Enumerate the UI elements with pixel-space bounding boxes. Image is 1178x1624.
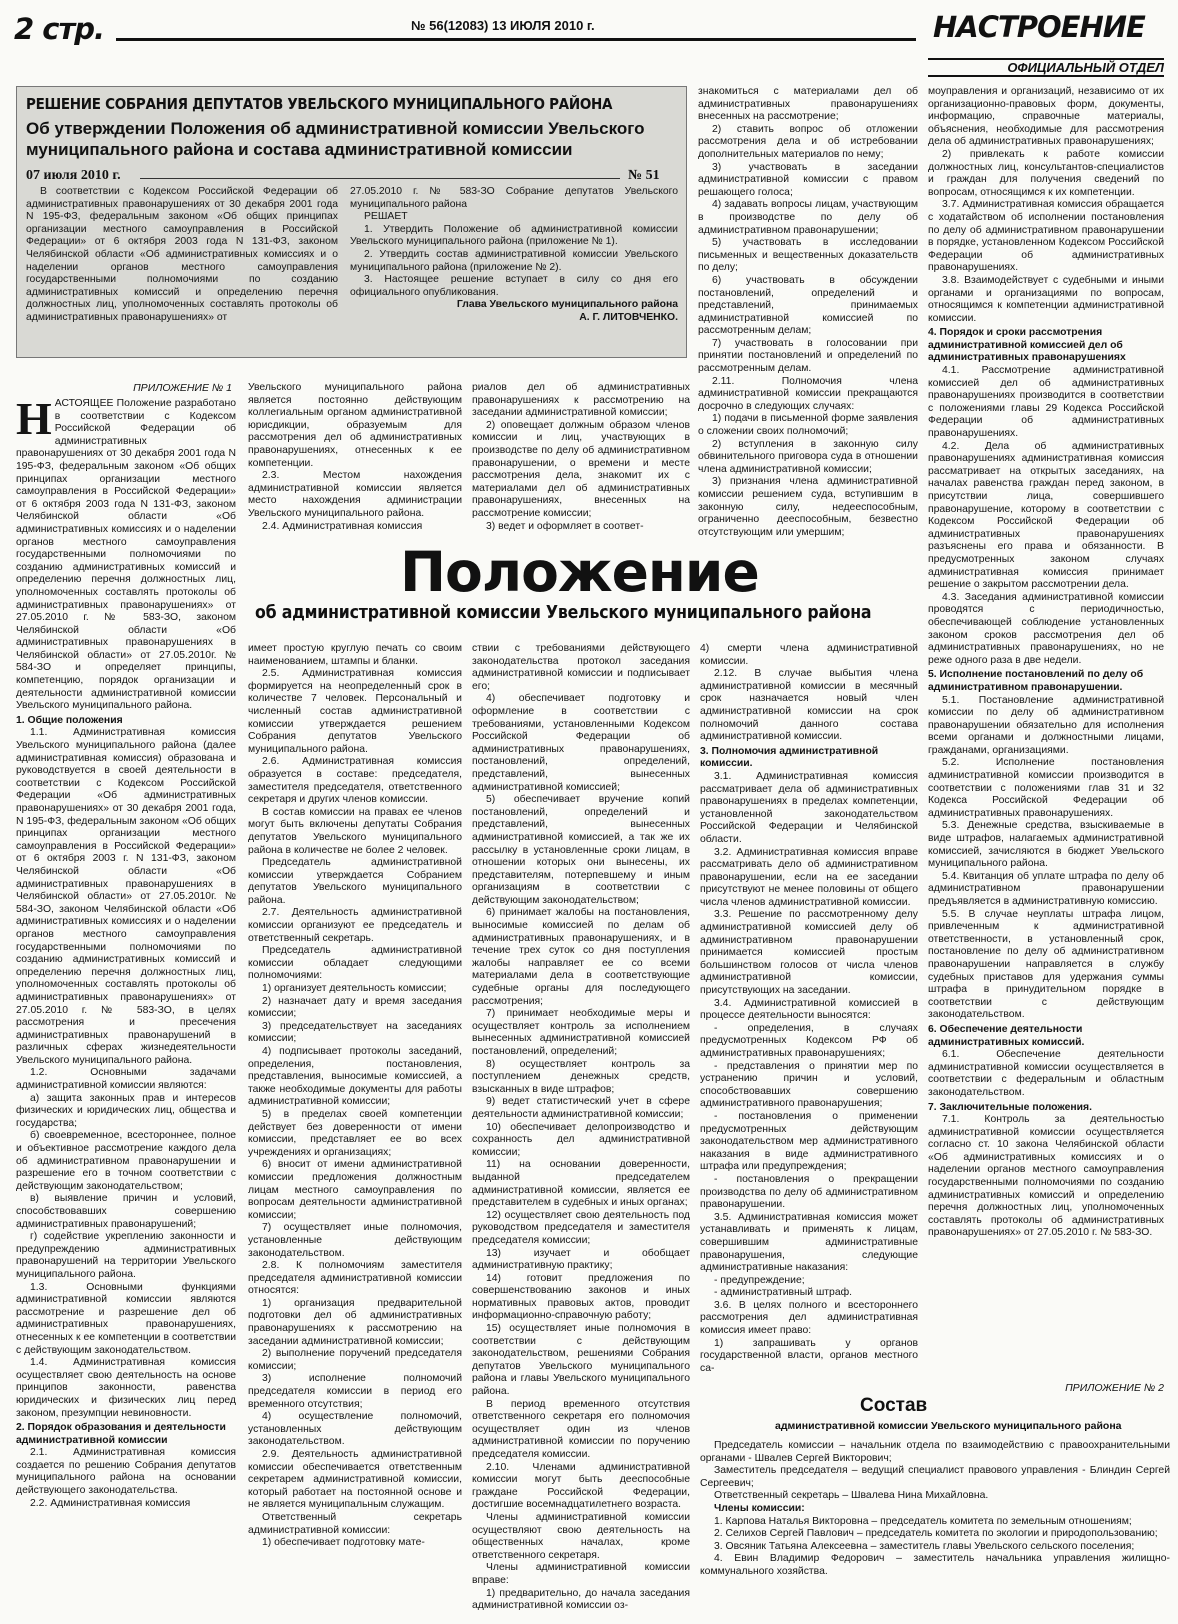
appendix-1-label: ПРИЛОЖЕНИЕ № 1 xyxy=(133,382,232,394)
composition-subtitle: административной комиссии Увельского муниципального района xyxy=(775,1420,1122,1432)
signature-title: Глава Увельского муниципального района xyxy=(456,299,678,311)
column-3: ствии с требованиями действующего законодательства протокол заседания административной комиссии и подписывает его; 4) обеспечивает подготовку и оформление в соответствии с требованиями, установленными Кодексом Российской Федерации об административных правонарушениях, постановлений, определений, представлений, вынесенных административной комиссией; 5) обеспечивает вручение копий постановлений, определений и представлений, вынесенных административной комиссией, а так же их рассылку в установленные сроки лицам, в отношении которых они вынесены, их представителям, потерпевшему и иным организациям в соответствии с действующим законодательством; 6) принимает жалобы на постановления, выносимые комиссией по делам об административных правонарушениях, и в течение трех суток со дня поступления жалобы направляет ее со всеми материалами дела в соответствующие судебные органы для последующего рассмотрения; 7) принимает необходимые меры и осуществляет контроль за исполнением вынесенных административной комиссией постановлений, определений; 8) осуществляет контроль за поступлением денежных средств, взысканных в виде штрафов; 9) ведет статистический учет в сфере деятельности административной комиссии; 10) обеспечивает делопроизводство и сохранность дел административной комиссии; 11) на основании доверенности, выданной председателем административной комиссии, является ее представителем в судебных и иных органах; 12) осуществляет свою деятельность под руководством председателя и заместителя председателя комиссии; 13) изучает и обобщает административную практику; 14) готовит предложения по совершенствованию законов и иных нормативных правовых актов, проводит информационно-справочную работу; 15) осуществляет иные полномочия в соответствии с действующим законодательством, решениями Собрания депутатов Увельского муниципального района и главы Увельского муниципального района. В период временного отсутствия ответственного секретаря его полномочия осуществляет один из членов административной комиссии по поручению председателя комиссии. 2.10. Членами административной комиссии могут быть дееспособные граждане Российской Федерации, достигшие восемнадцатилетнего возраста. Члены административной комиссии осуществляют свою деятельность на общественных началах, кроме ответственного секретаря. Члены административной комиссии вправе: 1) предварительно, до начала заседания административной комиссии оз- xyxy=(472,643,690,1612)
column-2: имеет простую круглую печать со своим наименованием, штампы и бланки. 2.5. Административная комиссия формируется на неопределенный срок в количестве 7 человек. Персональный и численный состав административной комиссии утверждается решением Собрания депутатов Увельского муниципального района. 2.6. Административная комиссия образуется в составе: председателя, заместителя председателя, ответственного секретаря и других членов комиссии. В состав комиссии на правах ее членов могут быть включены депутаты Собрания депутатов Увельского муниципального района в количестве не более 2 человек. Председатель административной комиссии утверждается Собранием депутатов Увельского муниципального района. 2.7. Деятельность административной комиссии организуют ее председатель и ответственный секретарь. Председатель административной комиссии обладает следующими полномочиями: 1) организует деятельность комиссии; 2) назначает дату и время заседания комиссии; 3) председательствует на заседаниях комиссии; 4) подписывает протоколы заседаний, определения, постановления, представления, выносимые комиссией, а также необходимые документы для работы административной комиссии; 5) в пределах своей компетенции действует без доверенности от имени комиссии, представляет ее во всех учреждениях и организациях; 6) вносит от имени административной комиссии предложения должностным лицам местного самоуправления по вопросам деятельности административной комиссии; 7) осуществляет иные полномочия, установленные действующим законодательством. 2.8. К полномочиям заместителя председателя административной комиссии относятся: 1) организация предварительной подготовки дел об административных правонарушениях к рассмотрению на заседании административной комиссии; 2) выполнение поручений председателя комиссии; 3) исполнение полномочий председателя комиссии в период его временного отсутствия; 4) осуществление полномочий, установленных действующим законодательством. 2.9. Деятельность административной комиссии обеспечивается ответственным секретарем административной комиссии, который работает на постоянной основе и не является муниципальным служащим. Ответственный секретарь административной комиссии: 1) обеспечивает подготовку мате- xyxy=(248,643,462,1549)
column-right-1-top: знакомиться с материалами дел об административных правонарушениях внесенных на рассмотрение; 2) ставить вопрос об отложении рассмотрения дела и об истребовании дополнительных материалов по нему; 3) участвовать в заседании административной комиссии с правом решающего голоса; 4) задавать вопросы лицам, участвующим в производстве по делу об административном правонарушении; 5) участвовать в исследовании письменных и вещественных доказательств по делу; 6) участвовать в обсуждении постановлений, определений и представлений, принимаемых административной комиссией по рассмотренным делам; 7) участвовать в голосовании при принятии постановлений и определений по рассмотренным делам. 2.11. Полномочия члена административной комиссии прекращаются досрочно в следующих случаях: 1) подачи в письменной форме заявления о сложении своих полномочий; 2) вступления в законную силу обвинительного приговора суда в отношении члена административной комиссии; 3) признания члена административной комиссии решением суда, вступившим в законную силу, недееспособным, ограниченно дееспособным, безвестно отсутствующим или умершим; xyxy=(698,86,918,538)
main-title: Положение xyxy=(400,540,759,604)
decision-right-text: 27.05.2010 г. № 583-ЗО Собрание депутатов Увельского муниципального района РЕШАЕТ 1. Утвердить Положение об административной комиссии Увельского муниципального района (приложение № 1). 2. Утвердить состав административной комиссии Увельского муниципального района (приложение № 2). 3. Настоящее решение вступает в силу со дня его официального опубликования. Глава Увельского муниципального района А. Г. ЛИТОВЧЕНКО. xyxy=(350,186,678,323)
page-number: 2 стр. xyxy=(14,12,105,46)
composition-title: Состав xyxy=(860,1395,928,1416)
section-subtitle: ОФИЦИАЛЬНЫЙ ОТДЕЛ xyxy=(928,58,1164,77)
appendix-2-label: ПРИЛОЖЕНИЕ № 2 xyxy=(1065,1382,1164,1394)
decision-rule xyxy=(140,178,620,179)
decision-kicker: РЕШЕНИЕ СОБРАНИЯ ДЕПУТАТОВ УВЕЛЬСКОГО МУНИЦИПАЛЬНОГО РАЙОНА xyxy=(26,95,613,113)
issue-line: № 56(12083) 13 ИЮЛЯ 2010 г. xyxy=(405,18,601,33)
column-2-top: Увельского муниципального района является постоянно действующим коллегиальным органом административной юрисдикции, образуемым для рассмотрения дел об административных правонарушениях, отнесенных к ее компетенции. 2.3. Местом нахождения административной комиссии является место нахождения администрации Увельского муниципального района. 2.4. Административная комиссия xyxy=(248,382,462,532)
header-rule xyxy=(116,38,916,41)
section-title: НАСТРОЕНИЕ xyxy=(933,10,1145,44)
composition-list: Председатель комиссии – начальник отдела по взаимодействию с правоохранительными органами - Швалев Сергей Викторович; Заместитель председателя – ведущий специалист правового управления - Блиндин Сергей Сергеевич; Ответственный секретарь – Швалева Нина Михайловна. Члены комиссии: 1. Карпова Наталья Викторовна – председатель комитета по земельным отношениям; 2. Селихов Сергей Павлович – председатель комитета по экологии и природопользованию; 3. Овсяник Татьяна Алексеевна – заместитель главы Увельского сельского поселения; 4. Евин Владимир Федорович – заместитель начальника управления жилищно-коммунального хозяйства. xyxy=(700,1440,1170,1577)
column-1: НАСТОЯЩЕЕ Положение разработано в соответствии с Кодексом Российской Федерации об административных правонарушениях от 30 декабря 2001 года N 195-ФЗ, федеральным законом «Об общих принципах организации местного самоуправления в Российской Федерации» от 6 октября 2003 года N 131-ФЗ, законом Челябинской области «Об административных комиссиях и о наделении органов местного самоуправления государственными полномочиями по созданию административных комиссий и определению перечня должностных лиц, уполномоченных составлять протоколы об административных правонарушениях» от 27.05.2010 г. № 583-ЗО, законом Челябинской области «Об административных правонарушениях в Челябинской области» от 27.05.2010г. № 584-ЗО и определяет принципы, компетенцию, порядок организации и деятельности административной комиссии Увельского муниципального района. 1. Общие положения 1.1. Административная комиссия Увельского муниципального района (далее административная комиссия) образована и руководствуется в своей деятельности в соответствии с Кодексом Российской Федерации «Об административных правонарушениях» от 30 декабря 2001 года, N 195-ФЗ, федеральным законом «Об общих принципах организации местного самоуправления в Российской Федерации» от 6 октября 2003 г. N 131-ФЗ, законом Челябинской области «Об административных правонарушениях в Челябинской области» от 27.05.2010г. № 584-ЗО, законом Челябинской области «Об административных комиссиях и о наделении органов местного самоуправления государственными полномочиями по созданию административных комиссий и определению перечня должностных лиц, уполномоченных составлять протоколы об административных правонарушениях» от 27.05.2010 г. № 583-ЗО, в целях рассмотрения и пресечения административных правонарушений в различных сферах жизнедеятельности Увельского муниципального района. 1.2. Основными задачами административной комиссии являются: а) защита законных прав и интересов физических и юридических лиц, общества и государства; б) своевременное, всестороннее, полное и объективное рассмотрение каждого дела об административном правонарушении и разрешение его в точном соответствии с действующим законодательством; в) выявление причин и условий, способствовавших совершению административных правонарушений; г) содействие укреплению законности и предупреждению административных правонарушений на территории Увельского муниципального района. 1.3. Основными функциями административной комиссии являются рассмотрение и разрешение дел об административных правонарушениях, отнесенных к ее компетенции в соответствии с действующим законодательством. 1.4. Административная комиссия осуществляет свою деятельность на основе принципов законности, равенства юридических и физических лиц перед законом, презумпции невиновности. 2. Порядок образования и деятельности административной комиссии 2.1. Административная комиссия создается по решению Собрания депутатов муниципального района на основании действующего законодательства. 2.2. Административная комиссия xyxy=(16,393,236,1509)
decision-date: 07 июля 2010 г. xyxy=(26,168,121,183)
column-3-top: риалов дел об административных правонарушениях к рассмотрению на заседании административной комиссии; 2) оповещает должным образом членов комиссии и лиц, участвующих в производстве по делу об административном правонарушении, о времени и месте рассмотрения дела, знакомит их с материалами дел об административных правонарушениях, внесенных на рассмотрение комиссии; 3) ведет и оформляет в соответ- xyxy=(472,382,690,532)
decision-number: № 51 xyxy=(628,168,660,183)
column-4: 4) смерти члена административной комиссии. 2.12. В случае выбытия члена административной комиссии в месячный срок назначается новый член административной комиссии на срок полномочий данного состава административной комиссии. 3. Полномочия административной комиссии. 3.1. Административная комиссия рассматривает дела об административных правонарушениях в пределах компетенции, установленной законодательством Российской Федерации и Челябинской области. 3.2. Административная комиссия вправе рассматривать дело об административном правонарушении, если на ее заседании присутствуют не менее половины от общего числа членов административной комиссии. 3.3. Решение по рассмотренному делу административной комиссией делу об административном правонарушении принимается комиссией простым большинством голосов от числа членов административной комиссии, присутствующих на заседании. 3.4. Административной комиссией в процессе деятельности выносятся: - определения, в случаях предусмотренных Кодексом РФ об административных правонарушениях; - представления о принятии мер по устранению причин и условий, способствовавших совершению административного правонарушения; - постановления о применении предусмотренных действующим законодательством мер административного наказания в виде административного штрафа или предупреждения; - постановления о прекращении производства по делу об административном правонарушении. 3.5. Административная комиссия может устанавливать и применять к лицам, совершившим административные правонарушения, следующие административные наказания: - предупреждение; - административный штраф. 3.6. В целях полного и всестороннего рассмотрения дел административная комиссия имеет право: 1) запрашивать у органов государственной власти, органов местного са- xyxy=(700,643,918,1374)
column-right-2: моуправления и организаций, независимо от их организационно-правовых форм, документы, информацию, справочные материалы, объяснения, необходимые для рассмотрения дела об административных правонарушениях; 2) привлекать к работе комиссии должностных лиц, консультантов-специалистов и граждан для получения сведений по вопросам, относящимся к их компетенции. 3.7. Административная комиссия обращается с ходатайством об исполнении постановления по делу об административном правонарушении в порядке, установленном Кодексом Российской Федерации об административных правонарушениях. 3.8. Взаимодействует с судебными и иными органами и организациями по вопросам, относящимся к компетенции административной комиссии. 4. Порядок и сроки рассмотрения административной комиссией дел об административных правонарушениях 4.1. Рассмотрение административной комиссией дел об административных правонарушениях производится в соответствии с положениями главы 29 Кодекса Российской Федерации об административных правонарушениях. 4.2. Дела об административных правонарушениях административная комиссия рассматривает на открытых заседаниях, на началах равенства граждан перед законом, в присутствии лица, совершившего правонарушение, которому в соответствии с Кодексом Российской Федерации об административных правонарушениях разъяснены его права и обязанности. В предусмотренных законом случаях административная комиссия принимает решение о закрытом рассмотрении дела. 4.3. Заседания административной комиссии проводятся с периодичностью, обеспечивающей соблюдение установленных законом сроков рассмотрения дел об административных правонарушениях, но не реже одного раза в две недели. 5. Исполнение постановлений по делу об административном правонарушении. 5.1. Постановление административной комиссии по делу об административном правонарушении обязательно для исполнения всеми органами и должностными лицами, гражданами, организациями. 5.2. Исполнение постановления административной комиссии производится в соответствии с положениями глав 31 и 32 Кодекса Российской Федерации об административных правонарушениях. 5.3. Денежные средства, взыскиваемые в виде штрафов, налагаемых административной комиссией, зачисляются в бюджет Увельского муниципального района. 5.4. Квитанция об уплате штрафа по делу об административном правонарушении предъявляется в административную комиссию. 5.5. В случае неуплаты штрафа лицом, привлеченным к административной ответственности, в установленный срок, постановление по делу об административном правонарушении направляется в службу судебных приставов для удержания суммы штрафа в принудительном порядке в соответствии с действующим законодательством. 6. Обеспечение деятельности административных комиссий. 6.1. Обеспечение деятельности административной комиссии осуществляется в соответствии с федеральным и областным законодательством. 7. Заключительные положения. 7.1. Контроль за деятельностью административной комиссии осуществляется согласно ст. 10 закона Челябинской области «Об административных комиссиях и о наделении органов местного самоуправления государственными полномочиями по созданию административных комиссий и определению перечня должностных лиц, уполномоченных составлять протоколы об административных правонарушениях» от 27.05.2010 г. № 583-ЗО. xyxy=(928,86,1164,1239)
dropcap: Н xyxy=(16,393,52,444)
main-subtitle: об административной комиссии Увельского муниципального района xyxy=(255,603,872,623)
decision-left-text: В соответствии с Кодексом Российской Федерации об административных правонарушениях от 30 декабря 2001 года N 195-ФЗ, федеральным законом «Об общих принципах организации местного самоуправления в Российской Федерации» от 6 октября 2003 года N 131-ФЗ, законом Челябинской области «Об административных комиссиях и о наделении органов местного самоуправления государственными полномочиями по созданию административных комиссий и определению перечня должностных лиц, уполномоченных составлять протоколы об административных правонарушениях» от xyxy=(26,186,338,323)
decision-title: Об утверждении Положения об административной комиссии Увельского муниципального района и состава административной комиссии xyxy=(26,119,645,159)
signature-name: А. Г. ЛИТОВЧЕНКО. xyxy=(579,311,678,323)
